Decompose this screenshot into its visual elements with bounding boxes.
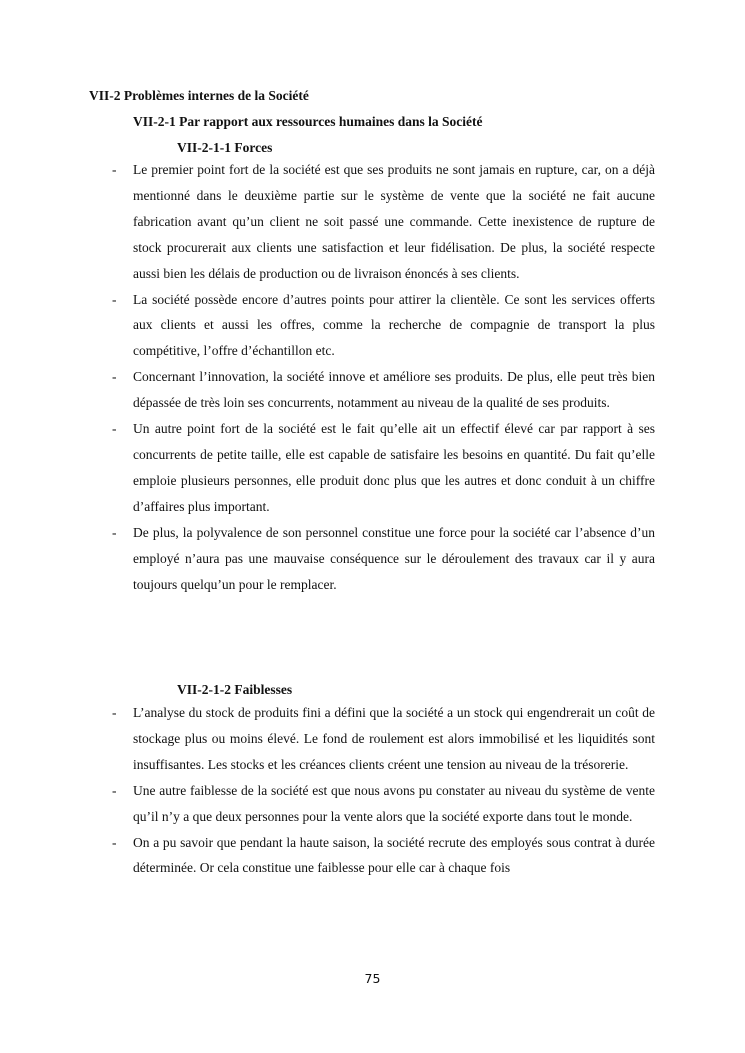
list-item: [112, 157, 655, 287]
item-text: La société possède encore d’autres points pour attirer la clientèle. Ce sont les services offerts aux clients et aussi les offres, comme la recherche de compagnie de transport la plus compétitive, l’offre d’échantillon etc.: [133, 291, 655, 359]
bullet-dash: -: [112, 369, 117, 385]
section-heading: VII-2 Problèmes internes de la Société: [89, 88, 309, 103]
list-item: [112, 830, 655, 882]
bullet-dash: -: [112, 834, 117, 850]
item-text: Un autre point fort de la société est le fait qu’elle ait un effectif élevé car par rapport à ses concurrents de petite taille, elle est capable de satisfaire les besoins en quantité. Du fait qu’elle emploie plusieurs personnes, elle produit donc plus que les autres et donc conduit à un chiffre d’affaires plus important.: [133, 421, 655, 514]
subsection-heading: VII-2-1 Par rapport aux ressources humaines dans la Société: [133, 114, 483, 129]
bullet-dash: -: [112, 421, 117, 437]
bullet-dash: -: [112, 291, 117, 307]
bullet-dash: -: [112, 162, 117, 177]
item-text: De plus, la polyvalence de son personnel constitue une force pour la société car l’absence d’un employé n’aura pas une mauvaise conséquence sur le déroulement des travaux car il y aura toujours quelqu’un pour le remplacer.: [133, 524, 655, 592]
list-item: [112, 364, 655, 416]
bullet-dash: -: [112, 524, 117, 540]
list-item: [112, 520, 655, 598]
list-item: [112, 700, 655, 778]
bullet-dash: -: [112, 782, 117, 798]
bullet-dash: -: [112, 705, 117, 720]
item-text: On a pu savoir que pendant la haute saison, la société recrute des employés sous contrat à durée déterminée. Or cela constitue une faiblesse pour elle car à chaque fois: [133, 834, 655, 876]
item-text: Concernant l’innovation, la société innove et améliore ses produits. De plus, elle peut très bien dépassée de très loin ses concurrents, notamment au niveau de la qualité de ses produits.: [133, 369, 655, 411]
list-item: [112, 416, 655, 520]
faiblesses-heading: VII-2-1-2 Faiblesses: [177, 682, 293, 697]
list-item: [112, 778, 655, 830]
forces-heading: VII-2-1-1 Forces: [177, 140, 273, 155]
item-text: Le premier point fort de la société est que ses produits ne sont jamais en rupture, car, on a déjà mentionné dans le deuxième partie sur le système de vente que la société ne fait aucune fabrication avant qu’un client ne soit passé une commande. Cette inexistence de rupture de stock procurerait aux clients une satisfaction et leur fidélisation. De plus, la société respecte aussi bien les délais de production ou de livraison énoncés à ses clients.: [133, 162, 655, 281]
forces-list: [112, 157, 655, 597]
item-text: Une autre faiblesse de la société est que nous avons pu constater au niveau du système de vente qu’il n’y a que deux personnes pour la vente alors que la société exporte dans tout le monde.: [133, 782, 655, 824]
faiblesses-list: [112, 700, 655, 881]
list-item: [112, 287, 655, 365]
page-number: 75: [364, 971, 381, 986]
item-text: L’analyse du stock de produits fini a défini que la société a un stock qui engendrerait un coût de stockage plus ou moins élevé. Le fond de roulement est alors immobilisé et les liquidités sont insuffisantes. Les stocks et les créances clients créent une tension au niveau de la trésorerie.: [133, 705, 655, 772]
